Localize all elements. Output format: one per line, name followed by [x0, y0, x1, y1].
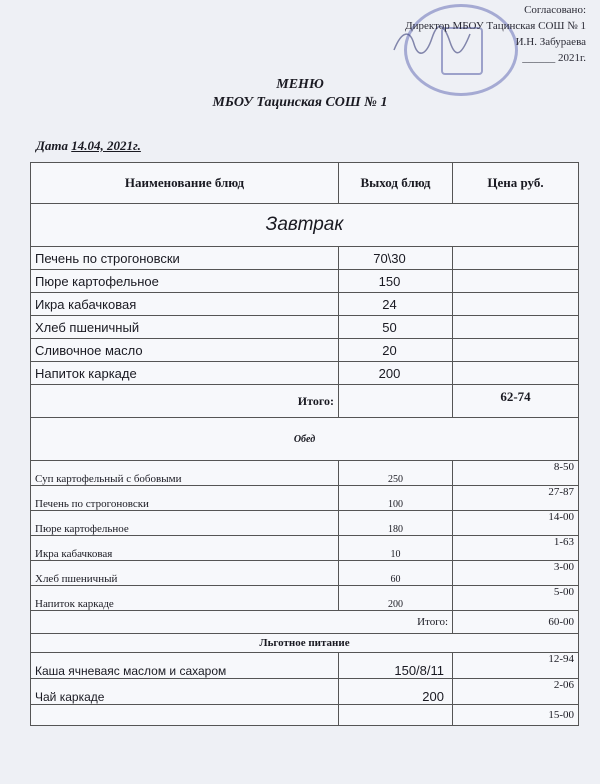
- table-row: [31, 653, 579, 679]
- approval-agreed: Согласовано:: [524, 4, 586, 16]
- dish-name: Хлеб пшеничный: [31, 316, 339, 339]
- total-price: 62-74: [453, 385, 579, 418]
- menu-title: МЕНЮ: [276, 77, 324, 92]
- table-row: [31, 511, 579, 536]
- dish-output: 200: [339, 586, 453, 611]
- table-row: [31, 536, 579, 561]
- col-header-price: Цена руб.: [453, 163, 579, 204]
- dish-output: 180: [339, 511, 453, 536]
- dish-name: Печень по строгоновски: [31, 486, 339, 511]
- dish-output: 150/8/11: [339, 653, 453, 679]
- dish-name: Напиток каркаде: [31, 362, 339, 385]
- dish-name: Пюре картофельное: [31, 511, 339, 536]
- table-row: [31, 270, 579, 293]
- dish-price: 12-94: [453, 653, 579, 679]
- dish-price: 27-87: [453, 486, 579, 511]
- dish-output: 24: [382, 296, 397, 312]
- dish-name: Пюре картофельное: [31, 270, 339, 293]
- menu-table: [30, 162, 579, 726]
- dish-output: 10: [339, 536, 453, 561]
- table-row: [31, 561, 579, 586]
- dish-price: 14-00: [453, 511, 579, 536]
- date-label: Дата: [36, 138, 68, 153]
- table-row: [31, 486, 579, 511]
- dish-price: [453, 316, 579, 339]
- lunch-total-row: [31, 611, 579, 634]
- section-title: Завтрак: [31, 204, 579, 247]
- dish-name: Суп картофельный с бобовыми: [31, 461, 339, 486]
- date-value: 14.04, 2021г.: [71, 138, 141, 153]
- table-header-row: [31, 163, 579, 204]
- dish-output: 70\30: [373, 250, 406, 266]
- approval-director: Директор МБОУ Тацинская СОШ № 1: [405, 20, 586, 32]
- table-row: [31, 293, 579, 316]
- dish-output: 50: [382, 319, 397, 335]
- preferential-total-row: [31, 705, 579, 726]
- dish-output: 200: [378, 365, 401, 381]
- school-name: МБОУ Тацинская СОШ № 1: [212, 95, 388, 110]
- dish-output: 60: [339, 561, 453, 586]
- section-lunch: [31, 418, 579, 461]
- section-title: Льготное питание: [31, 634, 579, 653]
- breakfast-total-row: [31, 385, 579, 418]
- col-header-output: Выход блюд: [339, 163, 453, 204]
- dish-output: 100: [339, 486, 453, 511]
- section-preferential: [31, 634, 579, 653]
- dish-price: 2-06: [453, 679, 579, 705]
- dish-price: [453, 339, 579, 362]
- table-row: [31, 461, 579, 486]
- total-price: 15-00: [453, 705, 579, 726]
- dish-price: [453, 270, 579, 293]
- total-label: Итого:: [31, 611, 453, 634]
- dish-name: Чай каркаде: [31, 679, 339, 705]
- approval-name: И.Н. Забураева: [515, 36, 586, 48]
- dish-output: 250: [339, 461, 453, 486]
- table-row: [31, 316, 579, 339]
- section-breakfast: [31, 204, 579, 247]
- dish-output: 20: [382, 342, 397, 358]
- total-price: 60-00: [453, 611, 579, 634]
- dish-price: [453, 362, 579, 385]
- dish-name: Сливочное масло: [31, 339, 339, 362]
- dish-price: 3-00: [453, 561, 579, 586]
- menu-date: [36, 138, 141, 154]
- approval-date: ______ 2021г.: [522, 52, 586, 64]
- table-row: [31, 586, 579, 611]
- table-row: [31, 679, 579, 705]
- section-title: Обед: [31, 418, 579, 461]
- table-row: [31, 362, 579, 385]
- dish-name: Каша ячневаяс маслом и сахаром: [31, 653, 339, 679]
- document-title: [0, 76, 600, 112]
- table-row: [31, 339, 579, 362]
- total-label: Итого:: [31, 385, 339, 418]
- dish-output: 150: [378, 273, 401, 289]
- col-header-name: Наименование блюд: [31, 163, 339, 204]
- dish-output: 200: [339, 679, 453, 705]
- dish-name: Икра кабачковая: [31, 536, 339, 561]
- dish-name: Печень по строгоновски: [31, 247, 339, 270]
- dish-price: 5-00: [453, 586, 579, 611]
- dish-price: 1-63: [453, 536, 579, 561]
- dish-price: [453, 247, 579, 270]
- table-row: [31, 247, 579, 270]
- dish-name: Хлеб пшеничный: [31, 561, 339, 586]
- dish-price: 8-50: [453, 461, 579, 486]
- dish-name: Напиток каркаде: [31, 586, 339, 611]
- dish-name: Икра кабачковая: [31, 293, 339, 316]
- dish-price: [453, 293, 579, 316]
- approval-block: [405, 2, 586, 66]
